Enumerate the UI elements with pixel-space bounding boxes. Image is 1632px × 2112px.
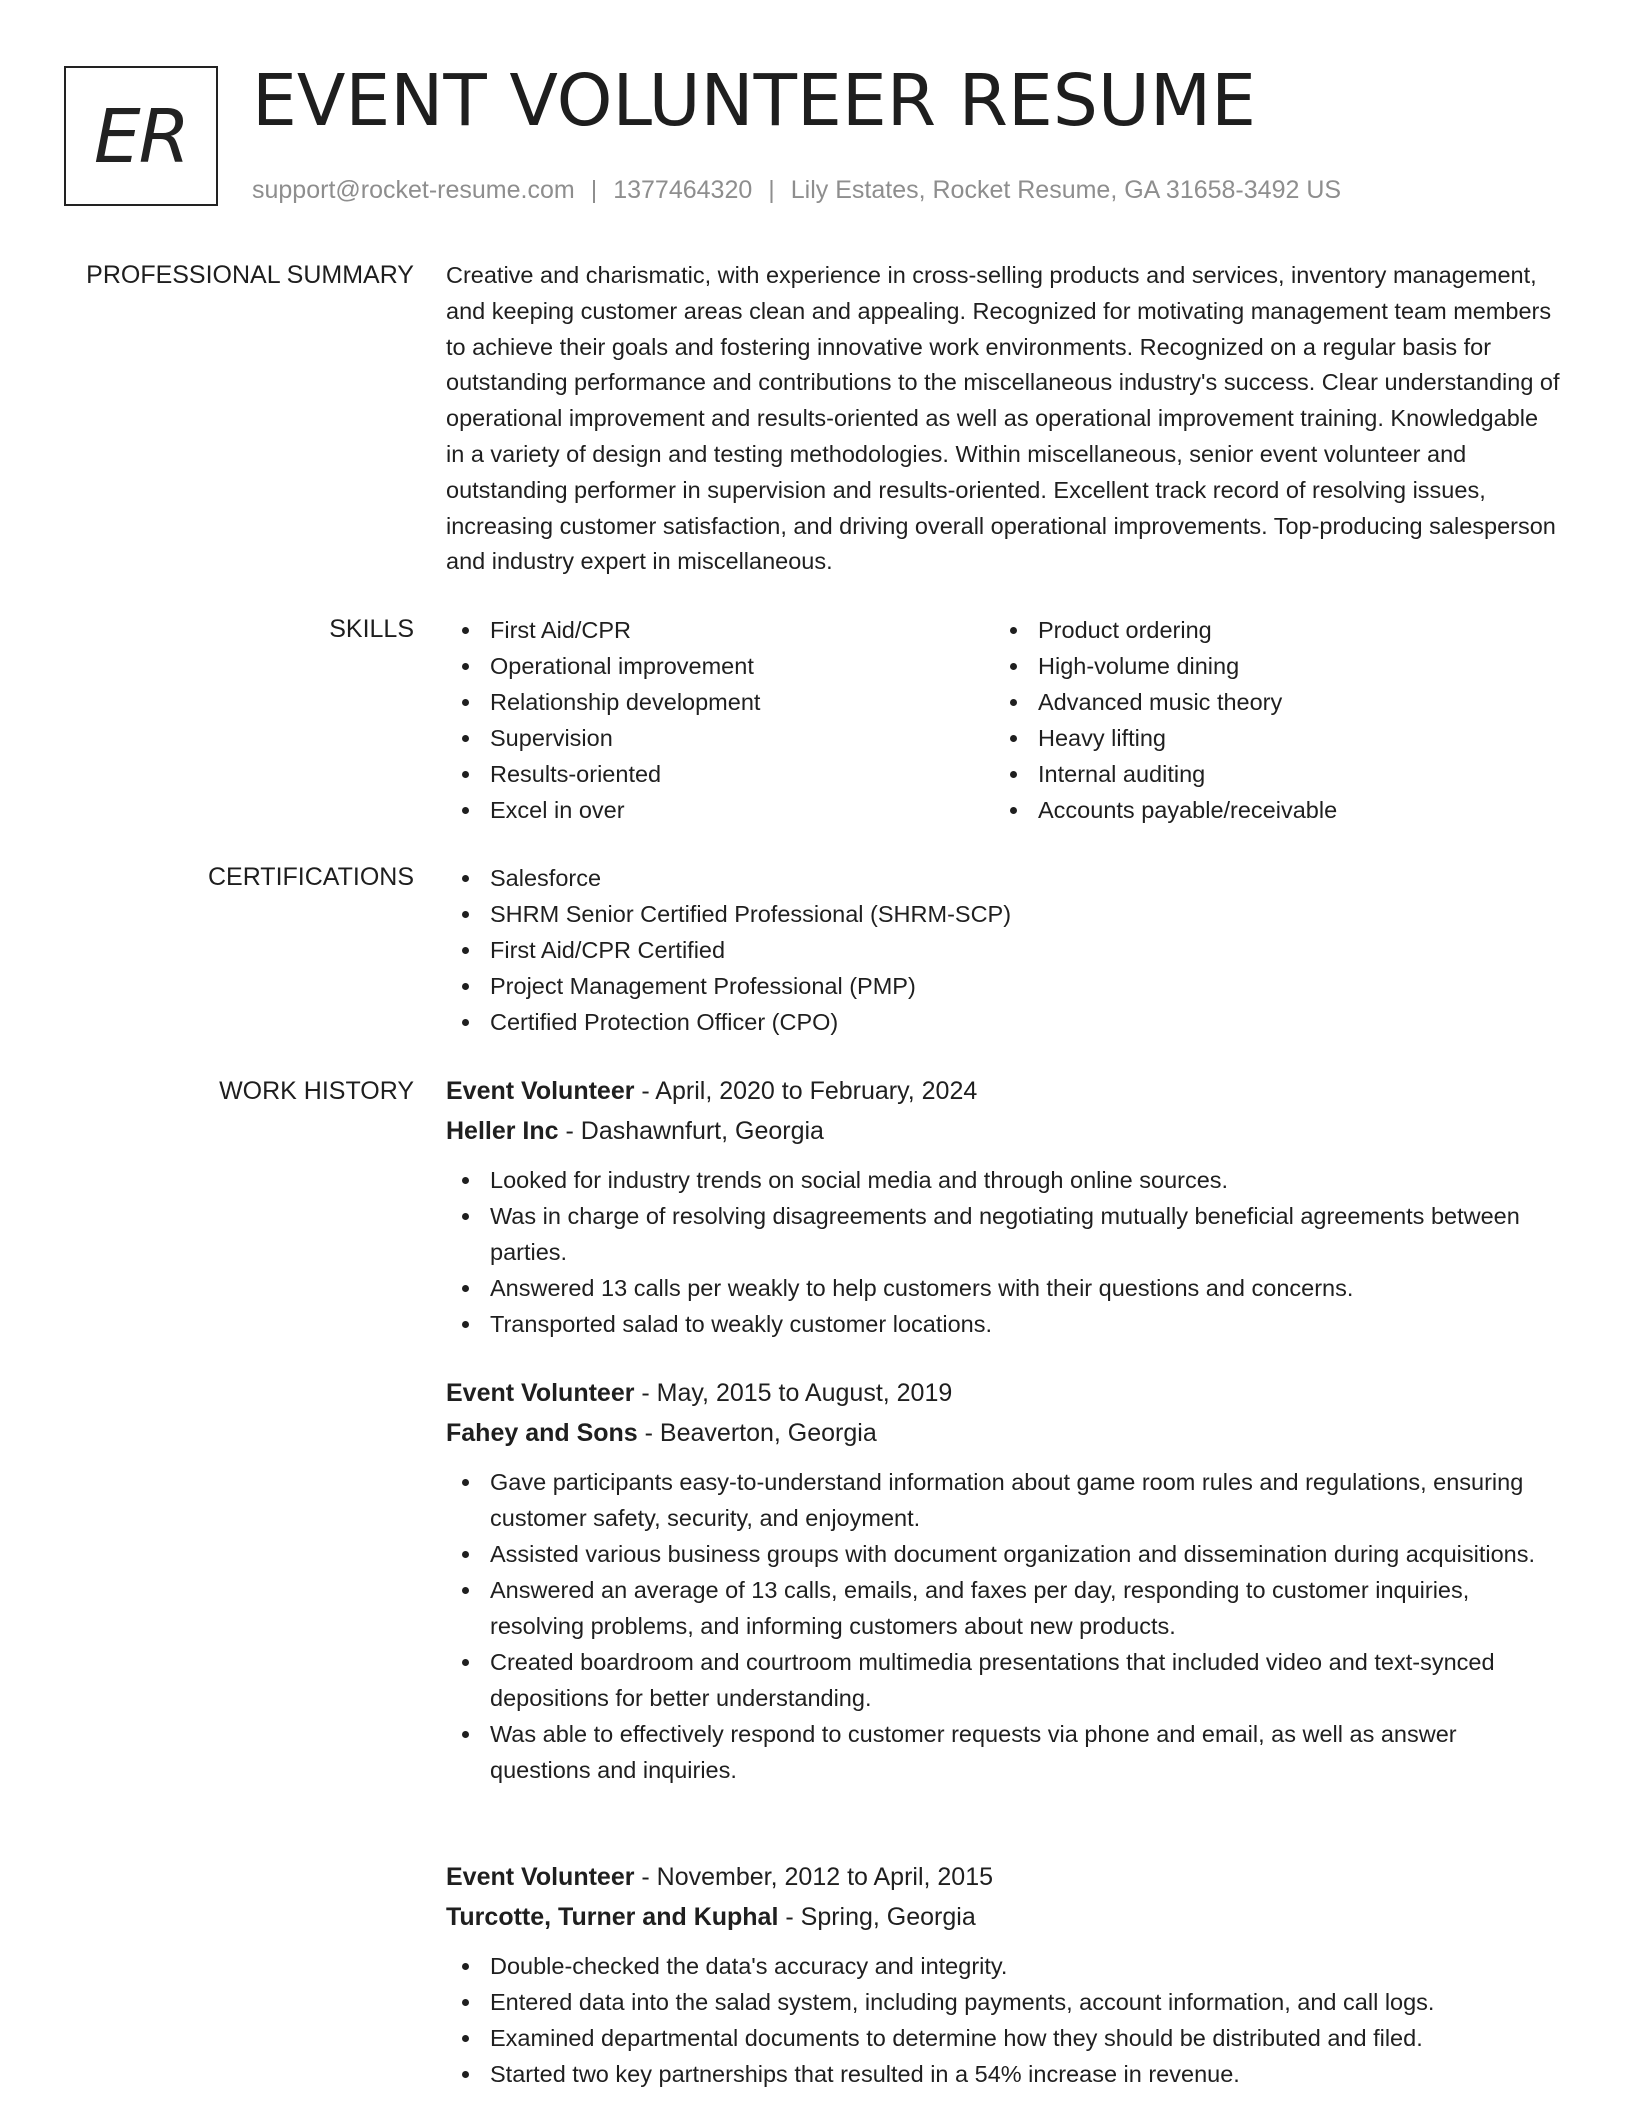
job-duty: Looked for industry trends on social media and through online sources. — [446, 1162, 1562, 1198]
skill-item: Supervision — [446, 720, 986, 756]
job-company-line — [446, 1900, 1562, 1934]
job-location: - Spring, Georgia — [778, 1903, 976, 1931]
monogram-logo — [64, 66, 218, 206]
contact-address: Lily Estates, Rocket Resume, GA 31658-3492 US — [790, 176, 1342, 204]
job-company-line — [446, 1114, 1562, 1148]
job-company: Heller Inc — [446, 1117, 559, 1145]
job-dates: - April, 2020 to February, 2024 — [634, 1077, 978, 1105]
job-dates: - November, 2012 to April, 2015 — [634, 1863, 994, 1891]
job-location: - Beaverton, Georgia — [637, 1419, 877, 1447]
job-duty: Assisted various business groups with document organization and dissemination during acquisitions. — [446, 1536, 1562, 1572]
certification-item: Salesforce — [446, 860, 1562, 896]
job-title: Event Volunteer — [446, 1863, 635, 1891]
job-duty: Examined departmental documents to determine how they should be distributed and filed. — [446, 2020, 1562, 2056]
job-entry — [446, 1376, 1562, 1788]
job-duty: Answered an average of 13 calls, emails, and faxes per day, responding to customer inquiries, resolving problems, and informing customers about new products. — [446, 1572, 1562, 1644]
job-title-line — [446, 1074, 1562, 1108]
job-duty: Double-checked the data's accuracy and integrity. — [446, 1948, 1562, 1984]
job-location: - Dashawnfurt, Georgia — [558, 1117, 824, 1145]
job-entry — [446, 1860, 1562, 2092]
work-history-heading: WORK HISTORY — [219, 1077, 414, 1105]
job-dates: - May, 2015 to August, 2019 — [634, 1379, 953, 1407]
skill-item: Operational improvement — [446, 648, 986, 684]
resume-title: EVENT VOLUNTEER RESUME — [252, 59, 1256, 142]
skill-item: Heavy lifting — [994, 720, 1554, 756]
contact-separator: | — [768, 176, 775, 204]
skill-item: Excel in over — [446, 792, 986, 828]
job-duty: Answered 13 calls per weakly to help customers with their questions and concerns. — [446, 1270, 1562, 1306]
skill-item: Advanced music theory — [994, 684, 1554, 720]
skill-item: Results-oriented — [446, 756, 986, 792]
job-company: Fahey and Sons — [446, 1419, 638, 1447]
skills-heading: SKILLS — [329, 615, 414, 643]
skills-list-left — [446, 612, 986, 828]
job-duty: Gave participants easy-to-understand information about game room rules and regulations, ensuring customer safety, security, and enjoyment. — [446, 1464, 1562, 1536]
job-duty: Entered data into the salad system, including payments, account information, and call logs. — [446, 1984, 1562, 2020]
skill-item: High-volume dining — [994, 648, 1554, 684]
certifications-list — [446, 860, 1562, 1040]
contact-line — [252, 174, 1341, 206]
skill-item: Internal auditing — [994, 756, 1554, 792]
contact-separator: | — [590, 176, 598, 204]
summary-text: Creative and charismatic, with experience in cross-selling products and services, inventory management, and keeping customer areas clean and appealing. Recognized for motivating management team members to achieve their goals and fostering innovative work environments. Recognized on a regular basis for outstanding performance and contributions to the miscellaneous industry's success. Clear understanding of operational improvement and results-oriented as well as operational improvement training. Knowledgable in a variety of design and testing methodologies. Within miscellaneous, senior event volunteer and outstanding performer in supervision and results-oriented. Excellent track record of resolving issues, increasing customer satisfaction, and driving overall operational improvements. Top-producing salesperson and industry expert in miscellaneous. — [446, 262, 1560, 575]
summary-heading: PROFESSIONAL SUMMARY — [86, 261, 414, 289]
job-duty: Created boardroom and courtroom multimedia presentations that included video and text-synced depositions for better understanding. — [446, 1644, 1562, 1716]
contact-phone: 1377464320 — [613, 176, 753, 204]
certifications-heading: CERTIFICATIONS — [207, 863, 414, 891]
job-duty: Was able to effectively respond to customer requests via phone and email, as well as answer questions and inquiries. — [446, 1716, 1562, 1788]
skills-list-right — [994, 612, 1554, 828]
skill-item: Accounts payable/receivable — [994, 792, 1554, 828]
contact-email: support@rocket-resume.com — [252, 176, 575, 204]
monogram-initials: ER — [93, 94, 189, 180]
job-company: Turcotte, Turner and Kuphal — [446, 1903, 779, 1931]
job-title-line — [446, 1860, 1562, 1894]
job-company-line — [446, 1416, 1562, 1450]
skill-item: First Aid/CPR — [446, 612, 986, 648]
job-title: Event Volunteer — [446, 1379, 635, 1407]
job-duty: Was in charge of resolving disagreements and negotiating mutually beneficial agreements between parties. — [446, 1198, 1562, 1270]
job-duties-list — [446, 1162, 1562, 1342]
certification-item: First Aid/CPR Certified — [446, 932, 1562, 968]
job-title: Event Volunteer — [446, 1077, 635, 1105]
certification-item: SHRM Senior Certified Professional (SHRM-SCP) — [446, 896, 1562, 932]
certification-item: Certified Protection Officer (CPO) — [446, 1004, 1562, 1040]
skill-item: Relationship development — [446, 684, 986, 720]
certification-item: Project Management Professional (PMP) — [446, 968, 1562, 1004]
job-duties-list — [446, 1464, 1562, 1788]
skill-item: Product ordering — [994, 612, 1554, 648]
job-duties-list — [446, 1948, 1562, 2092]
job-entry — [446, 1074, 1562, 1342]
job-duty: Started two key partnerships that resulted in a 54% increase in revenue. — [446, 2056, 1562, 2092]
job-duty: Transported salad to weakly customer locations. — [446, 1306, 1562, 1342]
job-title-line — [446, 1376, 1562, 1410]
